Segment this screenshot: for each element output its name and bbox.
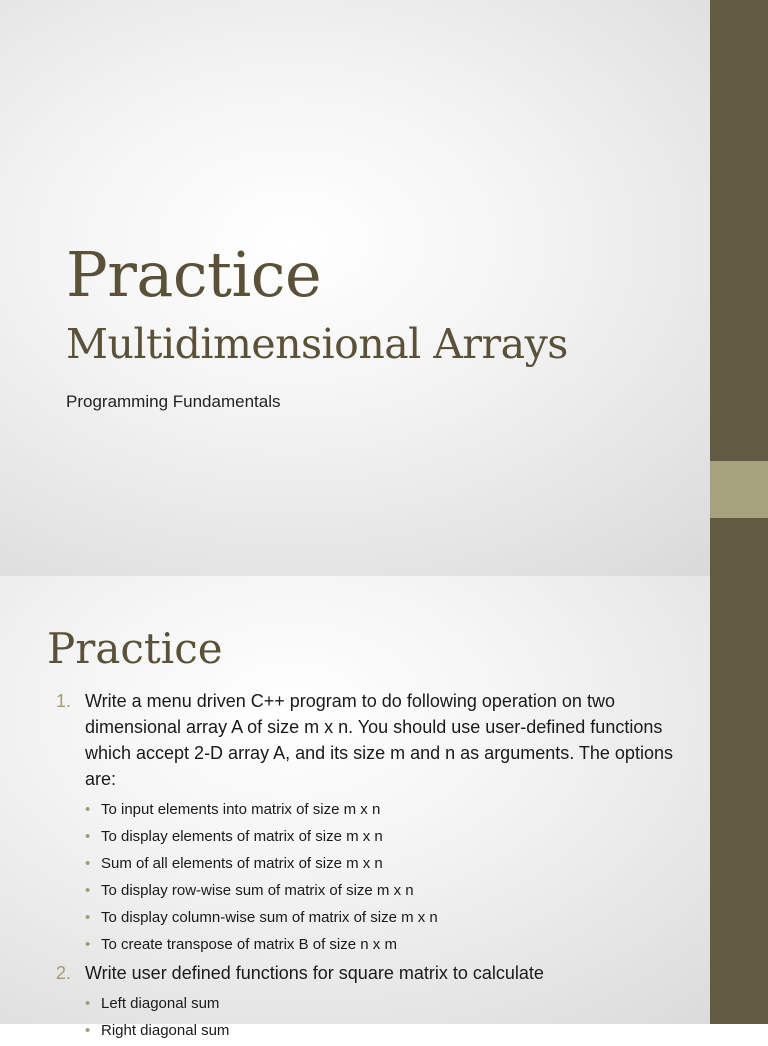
task-bullet-list xyxy=(85,796,692,958)
bullet-item: • To input elements into matrix of size m x n xyxy=(85,796,692,823)
practice-slide-title: Practice xyxy=(47,624,223,673)
bullet-item: • Left diagonal sum xyxy=(85,990,692,1017)
task-bullet-list xyxy=(85,990,692,1044)
bullet-item: • To display elements of matrix of size m x n xyxy=(85,823,692,850)
task-text: Write user defined functions for square matrix to calculate xyxy=(85,963,544,983)
task-list xyxy=(52,688,692,1046)
side-accent-block xyxy=(710,461,768,518)
bullet-item: • To create transpose of matrix B of size n x m xyxy=(85,931,692,958)
task-text: Write a menu driven C++ program to do following operation on two dimensional array A of size m x n. You should use user-defined functions which accept 2-D array A, and its size m and n as arguments. The options are: xyxy=(85,691,673,789)
bullet-item: • To display column-wise sum of matrix of size m x n xyxy=(85,904,692,931)
task-number: 2. xyxy=(56,963,72,983)
bullet-item: • To display row-wise sum of matrix of size m x n xyxy=(85,877,692,904)
bullet-item: • Sum of all elements of matrix of size m x n xyxy=(85,850,692,877)
slide-subtitle: Multidimensional Arrays xyxy=(66,320,568,368)
bullet-item: • Right diagonal sum xyxy=(85,1017,692,1044)
practice-slide xyxy=(0,576,768,1039)
task-item-2 xyxy=(52,960,692,1044)
slide-title: Practice xyxy=(66,238,322,311)
task-item-1 xyxy=(52,688,692,958)
task-number: 1. xyxy=(56,691,72,711)
slide-author: Programming Fundamentals xyxy=(66,392,281,411)
